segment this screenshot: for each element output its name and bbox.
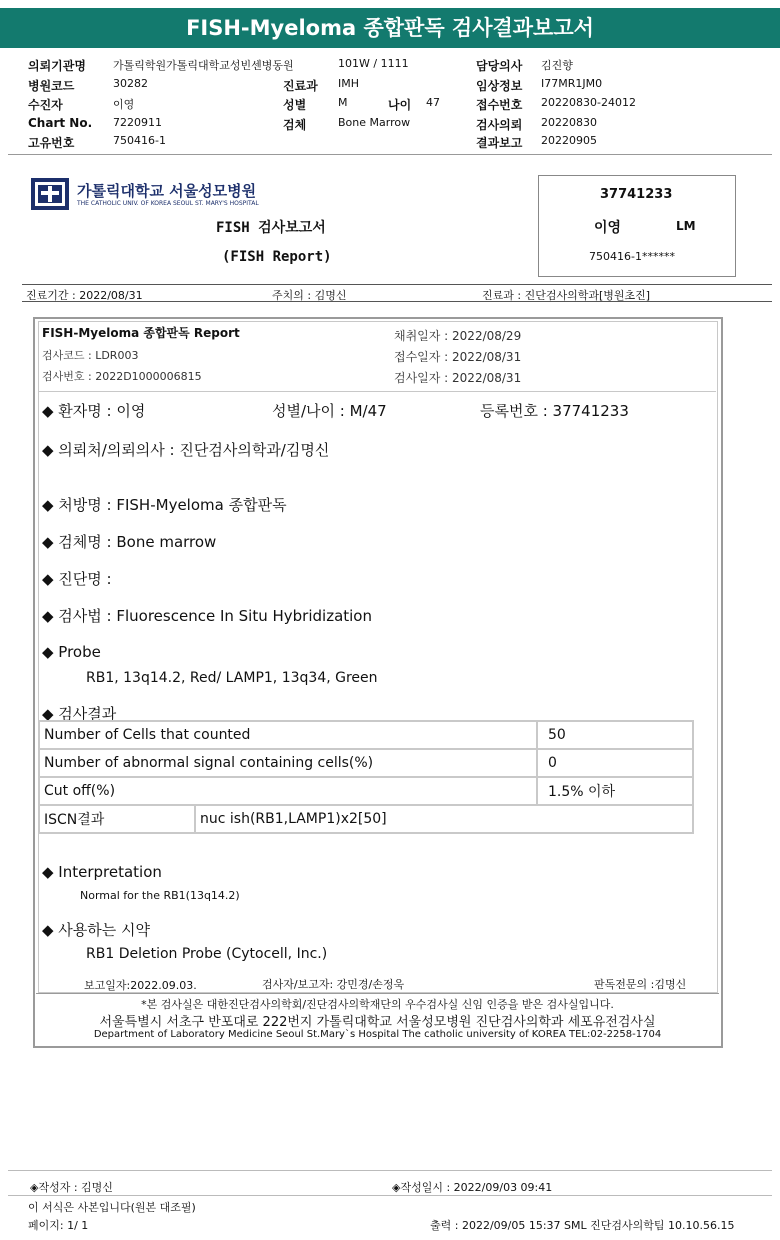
footer-copy-note: 이 서식은 사본입니다(원본 대조필) — [28, 1201, 196, 1214]
report-title: FISH 검사보고서 — [216, 220, 326, 236]
footer-written-at: ◈작성일시 : 2022/09/03 09:41 — [392, 1181, 553, 1194]
label-referring-institution: 의뢰기관명 — [28, 59, 86, 73]
value-hospital-code: 30282 — [113, 77, 148, 90]
value-specimen: Bone Marrow — [338, 116, 411, 129]
label-doctor: 담당의사 — [476, 59, 523, 73]
result-label-cell: Number of Cells that counted — [39, 721, 537, 749]
referrer: ◆ 의뢰처/의뢰의사 : 진단검사의학과/김명신 — [42, 441, 330, 459]
attending-physician: 주치의 : 김명신 — [272, 289, 347, 302]
probe-label: ◆ Probe — [42, 643, 101, 661]
report-subtitle: (FISH Report) — [222, 249, 332, 265]
value-referring-institution: 가톨릭학원가톨릭대학교성빈센병동원 — [113, 59, 294, 72]
divider — [8, 154, 772, 155]
receive-date: 접수일자 : 2022/08/31 — [394, 350, 522, 364]
label-patient: 수진자 — [28, 98, 63, 112]
label-clinical-info: 임상정보 — [476, 79, 523, 93]
certification-note: *본 검사실은 대한진단검사의학회/진단검사의학재단의 우수검사실 신임 인증을 받은 검사실입니다. — [141, 998, 614, 1011]
label-unique-id: 고유번호 — [28, 136, 75, 150]
value-chart-no: 7220911 — [113, 116, 162, 129]
label-hospital-code: 병원코드 — [28, 79, 75, 93]
interpretation-label: ◆ Interpretation — [42, 863, 162, 881]
value-receipt-no: 20220830-24012 — [541, 96, 636, 109]
value-department: IMH — [338, 77, 360, 90]
report-date: 보고일자:2022.09.03. — [84, 979, 197, 992]
hospital-logo-icon — [30, 177, 70, 211]
label-sex: 성별 — [283, 98, 307, 112]
label-result-report: 결과보고 — [476, 136, 523, 150]
hospital-subtitle: THE CATHOLIC UNIV. OF KOREA SEOUL ST. MARY'S HOSPITAL — [77, 200, 259, 207]
result-value-cell: 50 — [537, 721, 693, 749]
registration-number: 등록번호 : 37741233 — [480, 402, 629, 420]
diagnosis: ◆ 진단명 : — [42, 570, 112, 588]
hospital-name: 가톨릭대학교 서울성모병원 — [77, 182, 257, 200]
test-date: 검사일자 : 2022/08/31 — [394, 371, 522, 385]
label-receipt-no: 접수번호 — [476, 98, 523, 112]
result-value-cell: 1.5% 이하 — [537, 777, 693, 805]
patient-box-name: 이영 — [594, 220, 622, 236]
document-title: FISH-Myeloma 종합판독 검사결과보고서 — [186, 16, 594, 40]
visit-period: 진료기간 : 2022/08/31 — [26, 289, 143, 302]
value-result-report: 20220905 — [541, 134, 597, 147]
test-code: 검사코드 : LDR003 — [42, 349, 139, 362]
label-specimen: 검체 — [283, 118, 307, 132]
footer-author: ◈작성자 : 김명신 — [30, 1181, 113, 1194]
value-patient: 이영 — [113, 98, 135, 111]
reagent-label: ◆ 사용하는 시약 — [42, 921, 151, 939]
footer-page: 페이지: 1/ 1 — [28, 1219, 89, 1232]
label-test-request: 검사의뢰 — [476, 118, 523, 132]
specimen-name: ◆ 검체명 : Bone marrow — [42, 533, 217, 551]
patient-box-reg-no: 37741233 — [600, 187, 673, 202]
result-label-cell: Cut off(%) — [39, 777, 537, 805]
value-unique-id: 750416-1 — [113, 134, 166, 147]
lab-department-english: Department of Laboratory Medicine Seoul St.Mary`s Hospital The catholic university of KOREA TEL:02-2258-1704 — [93, 1029, 662, 1040]
patient-name: ◆ 환자명 : 이영 — [42, 402, 146, 420]
results-table — [38, 720, 694, 834]
value-age: 47 — [426, 96, 440, 109]
value-clinical-info: I77MR1JM0 — [541, 77, 603, 90]
table-row — [39, 777, 693, 805]
order-name: ◆ 처방명 : FISH-Myeloma 종합판독 — [42, 496, 287, 514]
table-row — [39, 805, 693, 833]
title-bar — [0, 8, 780, 48]
probe-value: RB1, 13q14.2, Red/ LAMP1, 13q34, Green — [86, 670, 378, 686]
sex-age: 성별/나이 : M/47 — [272, 402, 387, 420]
footer-printed: 출력 : 2022/09/05 15:37 SML 진단검사의학팀 10.10.56.15 — [430, 1219, 735, 1232]
visit-department: 진료과 : 진단검사의학과[병원초진] — [482, 289, 651, 302]
value-ward: 101W / 1111 — [338, 57, 409, 70]
test-number: 검사번호 : 2022D1000006815 — [42, 370, 202, 383]
value-test-request: 20220830 — [541, 116, 597, 129]
divider — [36, 993, 719, 994]
interpretation-value: Normal for the RB1(13q14.2) — [80, 889, 240, 902]
reading-specialist: 판독전문의 :김명신 — [594, 978, 687, 991]
divider — [8, 1195, 772, 1196]
table-row — [39, 749, 693, 777]
label-chart-no: Chart No. — [28, 116, 93, 130]
patient-box-code: LM — [676, 219, 696, 233]
result-label-cell: Number of abnormal signal containing cells(%) — [39, 749, 537, 777]
divider — [22, 284, 772, 285]
divider — [8, 1170, 772, 1171]
report-name: FISH-Myeloma 종합판독 Report — [42, 326, 240, 340]
divider — [38, 391, 716, 392]
iscn-value-cell: nuc ish(RB1,LAMP1)x2[50] — [195, 805, 693, 833]
result-value-cell: 0 — [537, 749, 693, 777]
table-row — [39, 721, 693, 749]
reagent-value: RB1 Deletion Probe (Cytocell, Inc.) — [86, 946, 328, 962]
collect-date: 채취일자 : 2022/08/29 — [394, 329, 522, 343]
label-department: 진료과 — [283, 79, 318, 93]
value-sex: M — [338, 96, 348, 109]
patient-box-id: 750416-1****** — [589, 250, 675, 263]
iscn-label-cell: ISCN결과 — [39, 805, 195, 833]
value-doctor: 김진향 — [541, 59, 573, 72]
lab-address: 서울특별시 서초구 반포대로 222번지 가톨릭대학교 서울성모병원 진단검사의학과 세포유전검사실 — [99, 1015, 656, 1030]
tester-reporter: 검사자/보고자: 강민경/손정욱 — [262, 978, 405, 991]
result-label: ◆ 검사결과 — [42, 705, 117, 723]
test-method: ◆ 검사법 : Fluorescence In Situ Hybridization — [42, 607, 372, 625]
divider — [22, 301, 772, 302]
label-age: 나이 — [388, 98, 412, 112]
